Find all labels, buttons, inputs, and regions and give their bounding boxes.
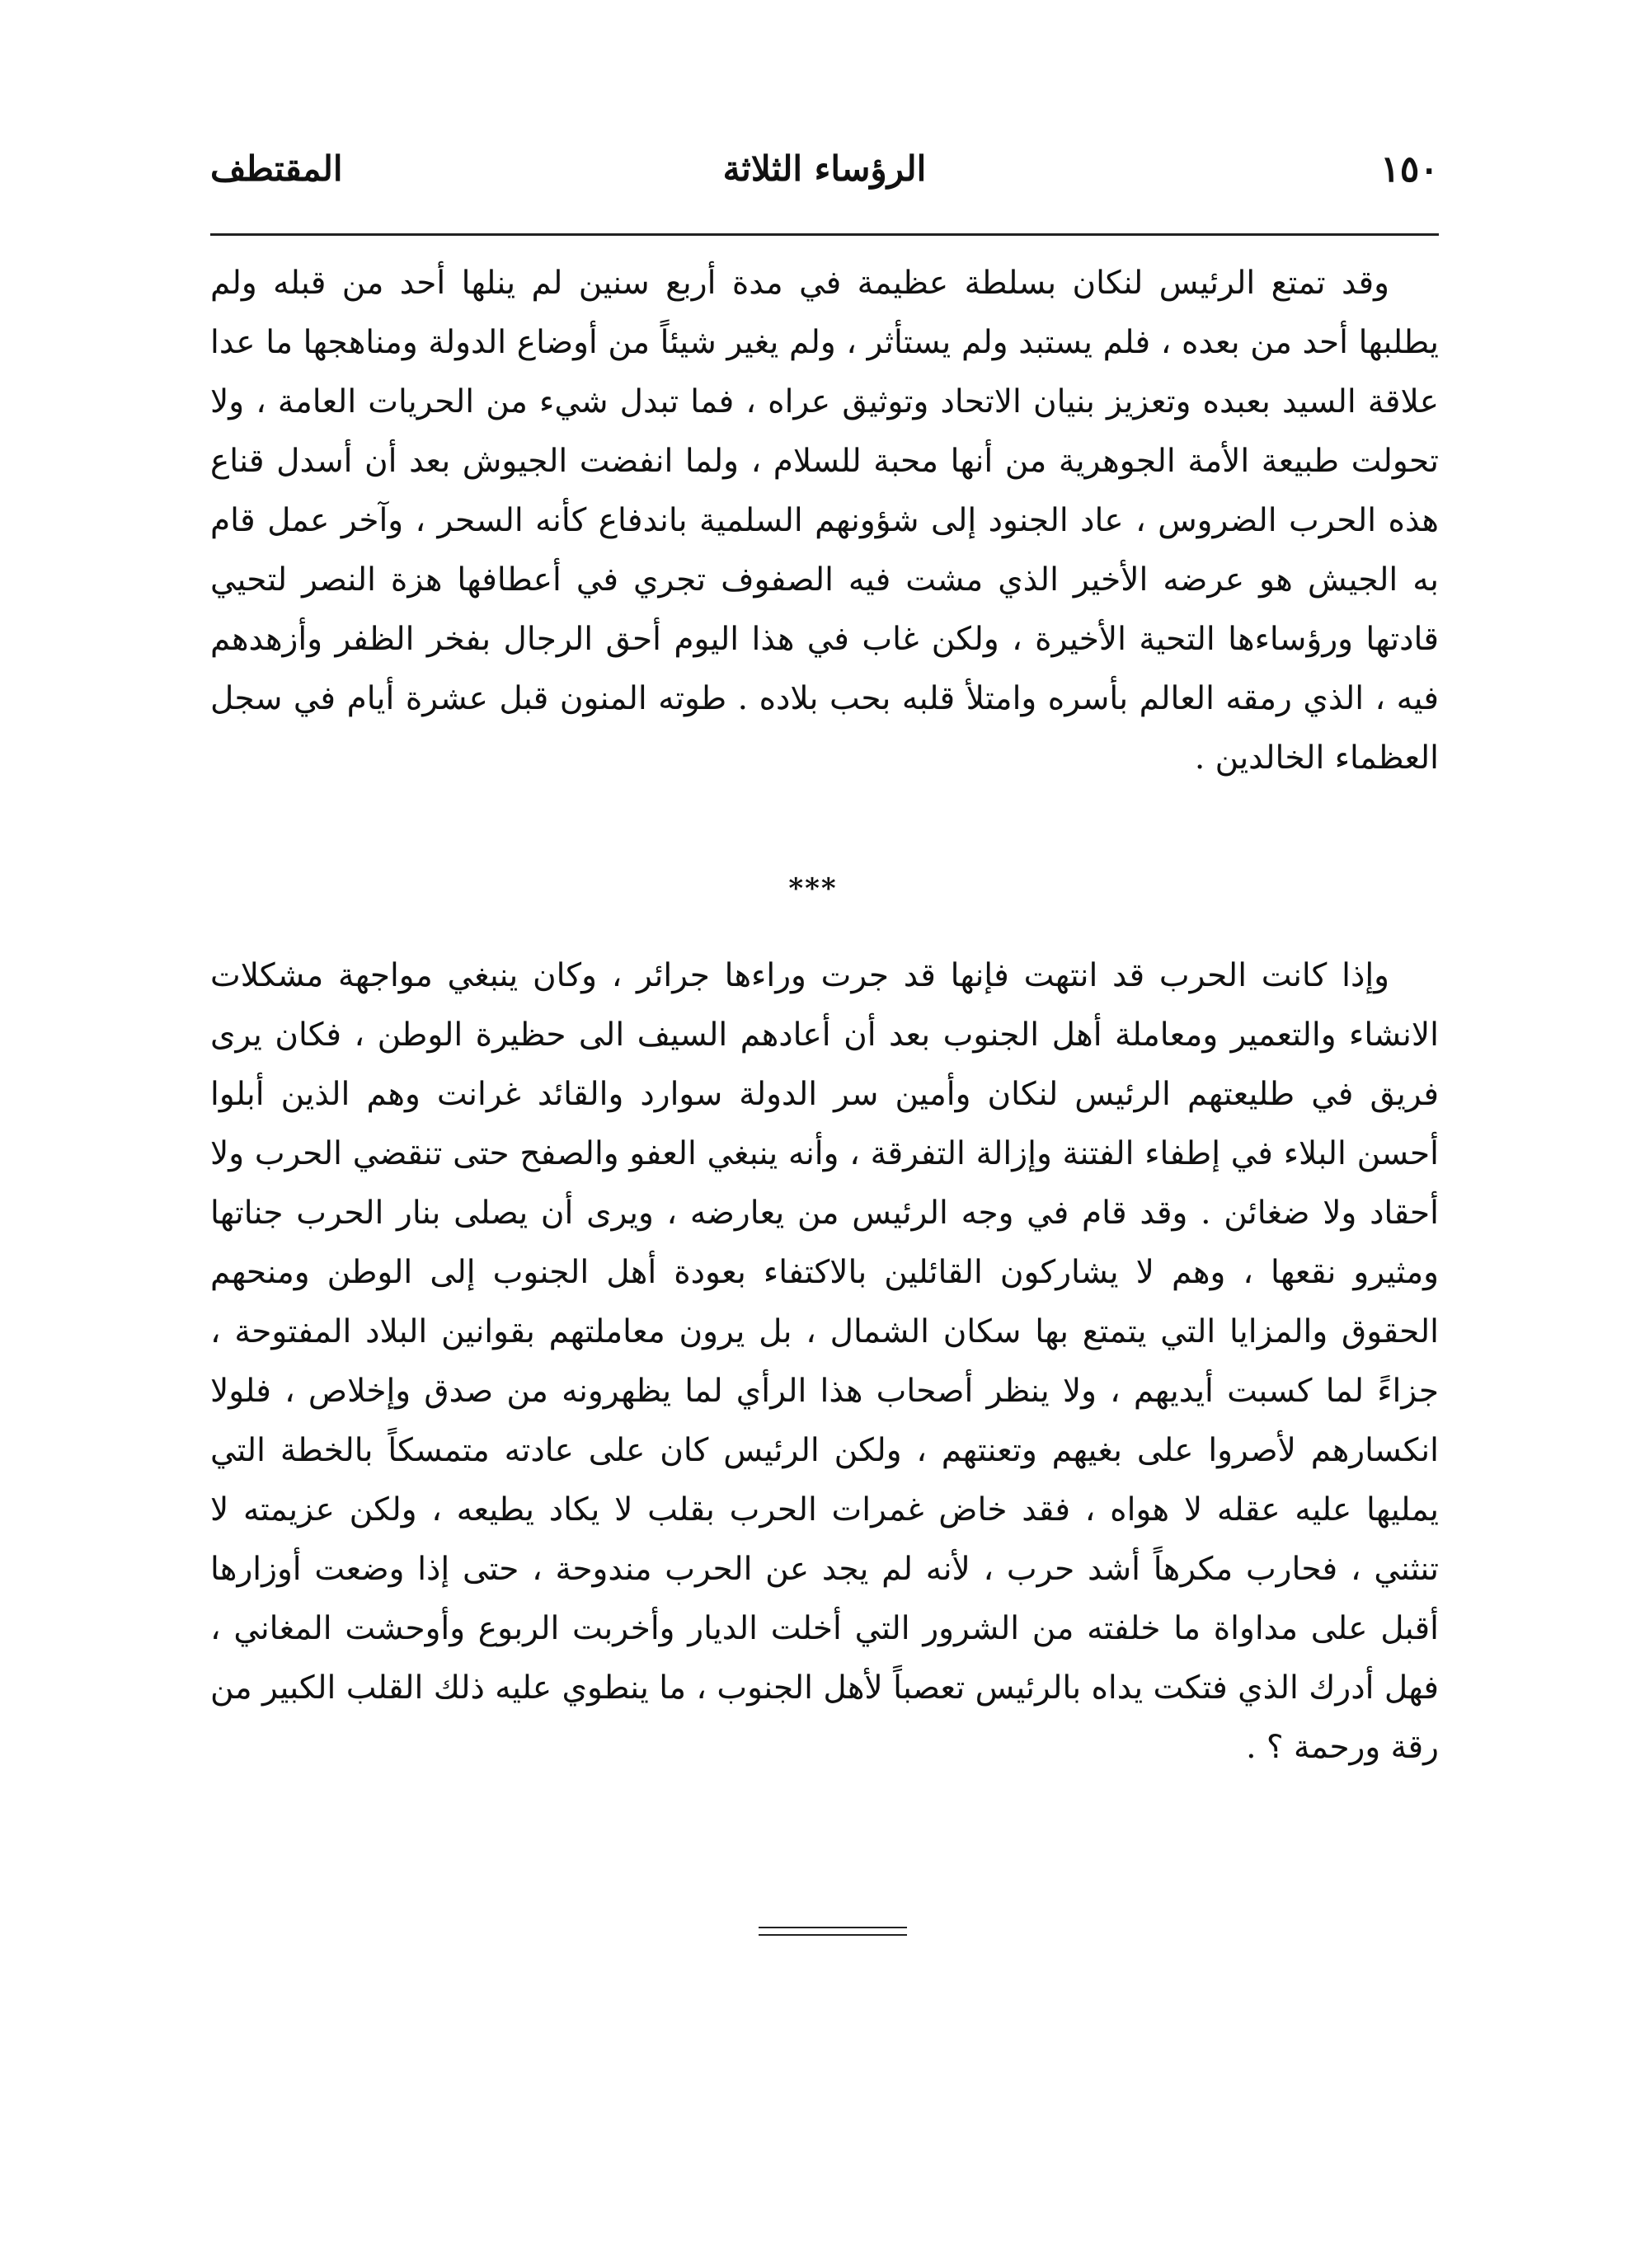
page-header — [210, 148, 1439, 206]
end-ornament-line — [759, 1934, 907, 1936]
page-number: ١٥٠ — [1380, 148, 1439, 190]
section-separator: *** — [788, 872, 838, 905]
paragraph: وقد تمتع الرئيس لنكان بسلطة عظيمة في مدة أربع سنين لم ينلها أحد من قبله ولم يطلبها أحد من بعده ، فلم يستبد ولم يستأثر ، ولم يغير شيئاً من أوضاع الدولة ومناهجها ما عدا علاقة السيد بعبده وتعزيز بنيان الاتحاد وتوثيق عراه ، فما تبدل شيء من الحريات العامة ، ولا تحولت طبيعة الأمة الجوهرية من أنها محبة للسلام ، ولما انفضت الجيوش بعد أن أسدل قناع هذه الحرب الضروس ، عاد الجنود إلى شؤونهم السلمية باندفاع كأنه السحر ، وآخر عمل قام به الجيش هو عرضه الأخير الذي مشت فيه الصفوف تجري في أعطافها هزة النصر لتحيي قادتها ورؤساءها التحية الأخيرة ، ولكن غاب في هذا اليوم أحق الرجال بفخر الظفر وأزهدهم فيه ، الذي رمقه العالم بأسره وامتلأ قلبه بحب بلاده . طوته المنون قبل عشرة أيام في سجل العظماء الخالدين . — [210, 265, 1439, 777]
header-divider — [210, 233, 1439, 236]
running-title: الرؤساء الثلاثة — [722, 148, 927, 189]
body-text-lower — [210, 946, 1439, 1777]
end-ornament-line — [759, 1927, 907, 1928]
paragraph: وإذا كانت الحرب قد انتهت فإنها قد جرت وراءها جرائر ، وكان ينبغي مواجهة مشكلات الانشاء والتعمير ومعاملة أهل الجنوب بعد أن أعادهم السيف الى حظيرة الوطن ، فكان يرى فريق في طليعتهم الرئيس لنكان وأمين سر الدولة سوارد والقائد غرانت وهم الذين أبلوا أحسن البلاء في إطفاء الفتنة وإزالة التفرقة ، وأنه ينبغي العفو والصفح حتى تنقضي الحرب ولا أحقاد ولا ضغائن . وقد قام في وجه الرئيس من يعارضه ، ويرى أن يصلى بنار الحرب جناتها ومثيرو نقعها ، وهم لا يشاركون القائلين بالاكتفاء بعودة أهل الجنوب إلى الوطن ومنحهم الحقوق والمزايا التي يتمتع بها سكان الشمال ، بل يرون معاملتهم بقوانين البلاد المفتوحة ، جزاءً لما كسبت أيديهم ، ولا ينظر أصحاب هذا الرأي لما يظهرونه من صدق وإخلاص ، فلولا انكسارهم لأصروا على بغيهم وتعنتهم ، ولكن الرئيس كان على عادته متمسكاً بالخطة التي يمليها عليه عقله لا هواه ، فقد خاض غمرات الحرب بقلب لا يكاد يطيعه ، ولكن عزيمته لا تنثني ، فحارب مكرهاً أشد حرب ، لأنه لم يجد عن الحرب مندوحة ، حتى إذا وضعت أوزارها أقبل على مداواة ما خلفته من الشرور التي أخلت الديار وأخربت الربوع وأوحشت المغاني ، فهل أدرك الذي فتكت يداه بالرئيس تعصباً لأهل الجنوب ، ما ينطوي عليه ذلك القلب الكبير من رقة ورحمة ؟ . — [210, 957, 1440, 1766]
journal-name: المقتطف — [210, 148, 343, 189]
body-text-upper — [210, 254, 1439, 788]
